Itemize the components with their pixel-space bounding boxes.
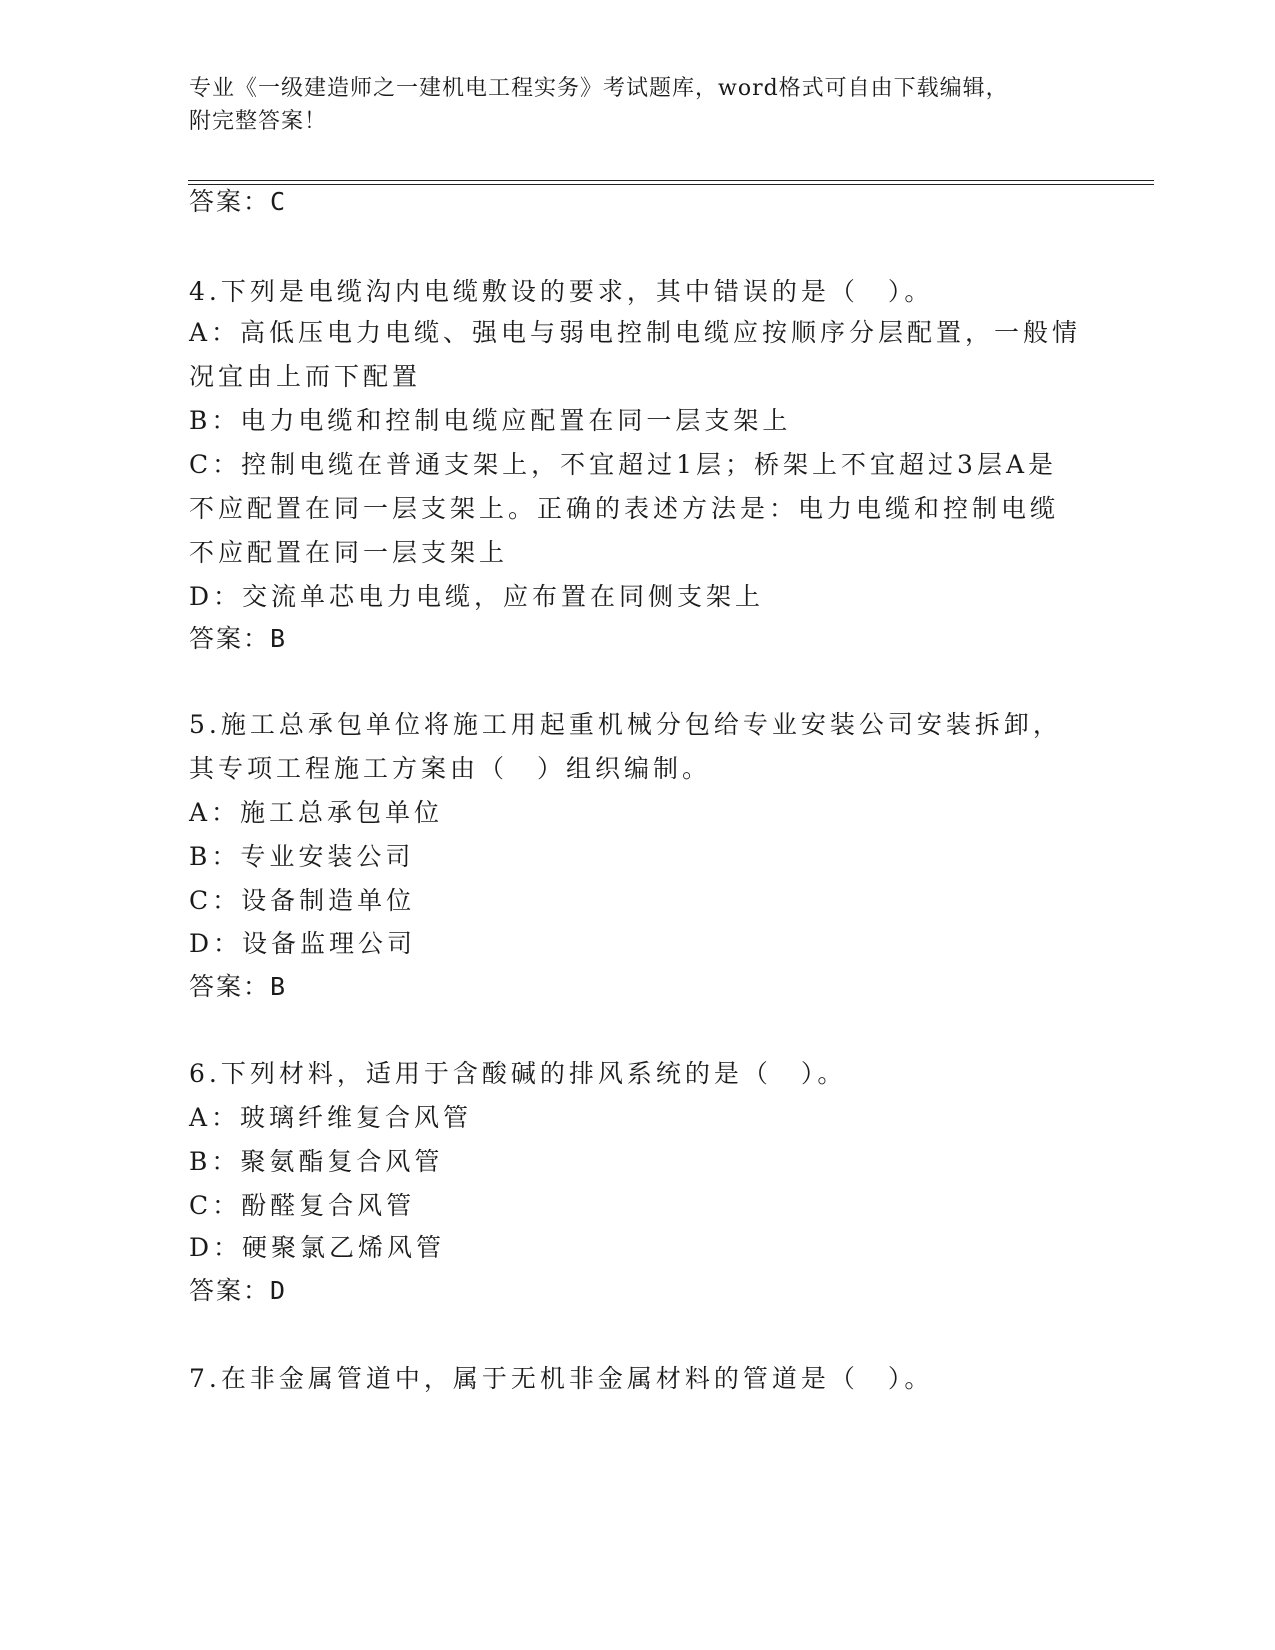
question-answer <box>189 970 285 1004</box>
option-text: B：聚氨酯复合风管 <box>189 1147 444 1176</box>
page-header <box>189 72 1089 138</box>
option-text: C：设备制造单位 <box>189 886 416 915</box>
question-stem: 7.在非金属管道中，属于无机非金属材料的管道是（ ）。 <box>189 1364 934 1393</box>
option-text: C：酚醛复合风管 <box>189 1191 416 1220</box>
question-stem: 其专项工程施工方案由（ ）组织编制。 <box>189 754 712 783</box>
answer-label: 答案： <box>189 972 271 1001</box>
answer-value: B <box>270 972 286 1001</box>
option-text: A：玻璃纤维复合风管 <box>189 1103 473 1132</box>
question-answer <box>189 622 285 656</box>
header-divider-top <box>188 180 1154 181</box>
option-text: D：交流单芯电力电缆，应布置在同侧支架上 <box>189 582 765 611</box>
option-text: 不应配置在同一层支架上 <box>189 538 509 567</box>
question-answer <box>189 1274 285 1308</box>
option-text: D：设备监理公司 <box>189 929 417 958</box>
option-text: 况宜由上而下配置 <box>189 362 422 391</box>
option-text: D：硬聚氯乙烯风管 <box>189 1233 446 1262</box>
option-text: 不应配置在同一层支架上。正确的表述方法是：电力电缆和控制电缆 <box>189 494 1060 523</box>
option-text: B：电力电缆和控制电缆应配置在同一层支架上 <box>189 406 792 435</box>
answer-value: B <box>270 624 286 653</box>
answer-label: 答案： <box>189 187 271 216</box>
answer-value: D <box>270 1276 286 1305</box>
answer-label: 答案： <box>189 1276 271 1305</box>
header-divider-bottom <box>188 184 1154 185</box>
answer-label: 答案： <box>189 624 271 653</box>
question-stem: 6.下列材料，适用于含酸碱的排风系统的是（ ）。 <box>189 1059 847 1088</box>
option-text: A：高低压电力电缆、强电与弱电控制电缆应按顺序分层配置，一般情 <box>189 318 1082 347</box>
option-text: A：施工总承包单位 <box>189 798 444 827</box>
question-stem: 4.下列是电缆沟内电缆敷设的要求，其中错误的是（ ）。 <box>189 277 934 306</box>
header-line-1: 专业《一级建造师之一建机电工程实务》考试题库，word格式可自由下载编辑， <box>189 76 1009 101</box>
header-line-2: 附完整答案！ <box>189 109 328 134</box>
previous-answer <box>189 185 285 219</box>
option-text: B：专业安装公司 <box>189 842 415 871</box>
option-text: C：控制电缆在普通支架上，不宜超过1层；桥架上不宜超过3层A是 <box>189 450 1057 479</box>
answer-value: C <box>270 187 286 216</box>
question-stem: 5.施工总承包单位将施工用起重机械分包给专业安装公司安装拆卸， <box>189 710 1062 739</box>
